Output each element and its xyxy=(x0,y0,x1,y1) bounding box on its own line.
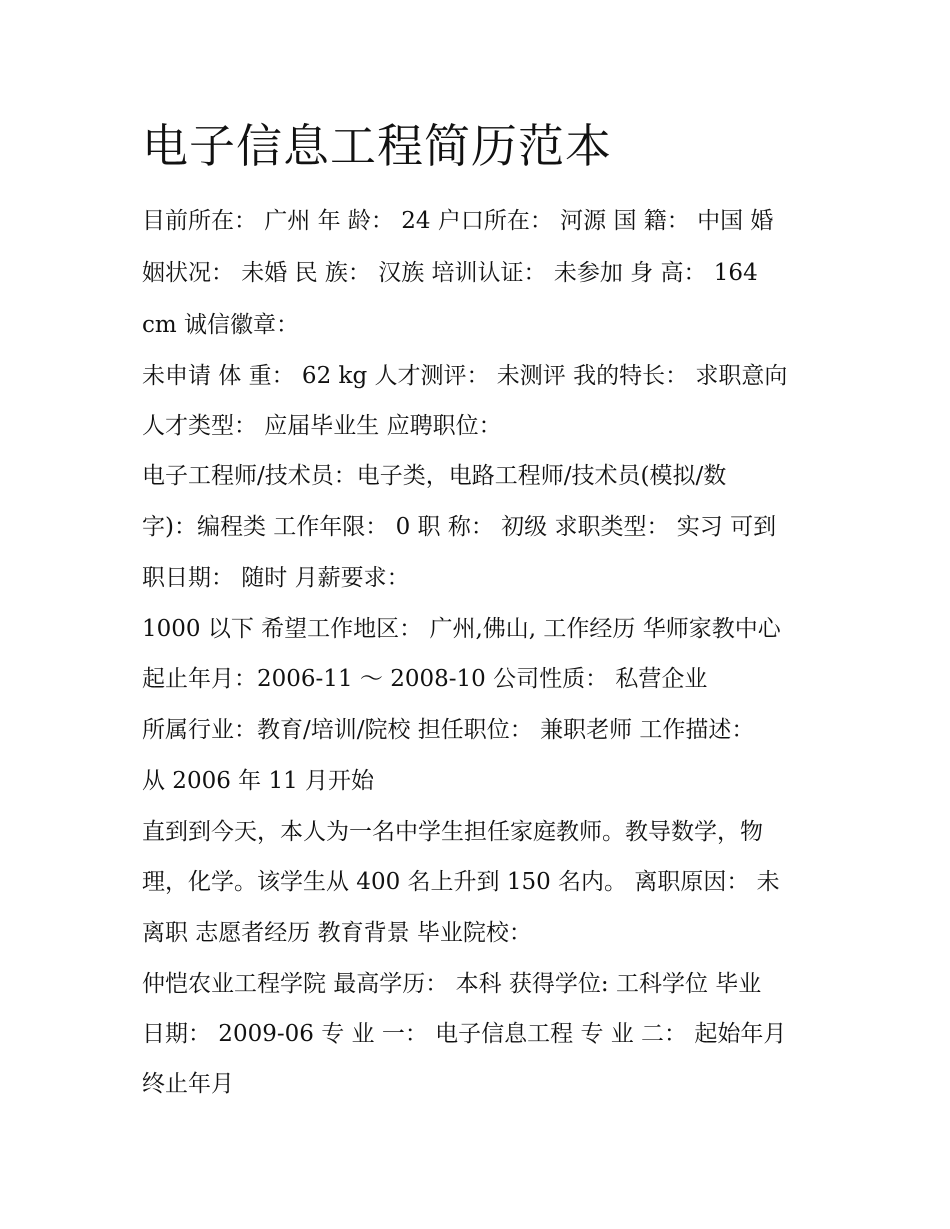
text-line: 直到到今天，本人为一名中学生担任家庭教师。教导数学，物 xyxy=(142,819,763,845)
text-line: 未申请 体 重： 62 kg 人才测评： 未测评 我的特长： 求职意向 xyxy=(142,363,788,389)
text-line: 起止年月：2006-11 ～ 2008-10 公司性质： 私营企业 xyxy=(142,666,708,692)
text-line: 1000 以下 希望工作地区： 广州,佛山, 工作经历 华师家教中心 xyxy=(142,616,781,642)
text-line: 所属行业：教育/培训/院校 担任职位： 兼职老师 工作描述： xyxy=(142,717,755,743)
text-line: 仲恺农业工程学院 最高学历： 本科 获得学位: 工科学位 毕业 xyxy=(142,971,762,997)
text-line: 职日期： 随时 月薪要求： xyxy=(142,565,410,591)
text-line: 从 2006 年 11 月开始 xyxy=(142,768,375,794)
text-line: cm 诚信徽章： xyxy=(142,312,300,338)
text-line: 日期： 2009-06 专 业 一： 电子信息工程 专 业 二： 起始年月 xyxy=(142,1021,787,1047)
text-line: 人才类型： 应届毕业生 应聘职位： xyxy=(142,413,502,439)
text-line: 理，化学。该学生从 400 名上升到 150 名内。 离职原因： 未 xyxy=(142,869,780,895)
text-line: 离职 志愿者经历 教育背景 毕业院校： xyxy=(142,920,532,946)
text-line: 姻状况： 未婚 民 族： 汉族 培训认证： 未参加 身 高： 164 xyxy=(142,260,758,286)
text-line: 电子工程师/技术员：电子类，电路工程师/技术员(模拟/数 xyxy=(142,463,727,489)
text-line: 终止年月 xyxy=(142,1071,234,1097)
text-line: 字)：编程类 工作年限： 0 职 称： 初级 求职类型： 实习 可到 xyxy=(142,514,777,540)
document-title: 电子信息工程简历范本 xyxy=(142,119,612,173)
text-line: 目前所在： 广州 年 龄： 24 户口所在： 河源 国 籍： 中国 婚 xyxy=(142,208,774,234)
